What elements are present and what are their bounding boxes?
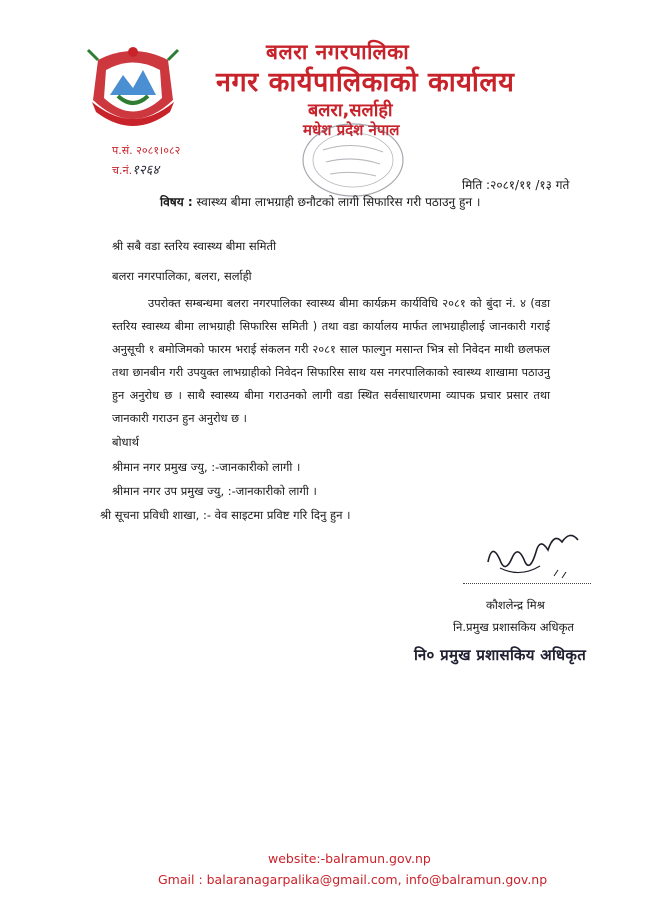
cc-heading: बोधार्थ — [112, 435, 139, 449]
nepal-emblem-logo — [78, 40, 188, 140]
signatory-name: कौशलेन्द्र मिश्र — [486, 598, 545, 612]
chalani-value: १२६४ — [132, 163, 160, 178]
letter-body-text: उपरोक्त सम्बन्धमा बलरा नगरपालिका स्वास्थ्य बीमा कार्यक्रम कार्यविधि २०८१ को बुंदा नं. ४ (वडा स्तरिय स्वास्थ्य बीमा लाभग्राही सिफारिस समिती ) तथा वडा कार्यालय मार्फत लाभग्राहीलाई जानकारी गराई अनुसूची १ बमोजिमको फारम भराई संकलन गरी २०८१ साल फाल्गुन मसान्त भित्र सो निवेदन माथी छलफल तथा छानबीन गरी उपयुक्त लाभग्राहीको निवेदन सिफारिस साथ यस नगरपालिकाको स्वास्थ्य शाखामा पठाउनु हुन अनुरोध छ । साथै स्वास्थ्य बीमा गराउनको लागी वडा स्थित सर्वसाधारणमा व्यापक प्रचार प्रसार तथा जानकारी गराउन हुन अनुरोध छ । — [112, 297, 550, 425]
chalani-label: च.नं. — [112, 164, 133, 177]
signatory-title: नि.प्रमुख प्रशासकिय अधिकृत — [453, 620, 574, 634]
recipient-line-2: बलरा नगरपालिका, बलरा, सर्लाही — [112, 269, 252, 283]
signature-line — [463, 583, 591, 584]
letter-body — [112, 292, 550, 430]
province-name: मधेश प्रदेश नेपाल — [303, 121, 400, 139]
subject-line — [160, 193, 480, 210]
subject-label: विषय : — [160, 195, 193, 209]
handwritten-signature — [470, 522, 590, 588]
office-name: नगर कार्यपालिकाको कार्यालय — [216, 67, 515, 98]
municipality-name: बलरा नगरपालिका — [266, 40, 410, 64]
signatory-stamp-title: नि० प्रमुख प्रशासकिय अधिकृत — [414, 646, 587, 664]
cc-item: श्रीमान नगर उप प्रमुख ज्यु, :-जानकारीको लागी । — [112, 484, 317, 498]
cc-item: श्री सूचना प्रविधी शाखा, :- वेव साइटमा प्रविष्ट गरि दिनु हुन । — [100, 508, 351, 522]
recipient-line-1: श्री सबै वडा स्तरिय स्वास्थ्य बीमा समिती — [112, 239, 277, 253]
patra-sankhya: प.सं. २०८१।०८२ — [112, 144, 181, 157]
cc-item: श्रीमान नगर प्रमुख ज्यु, :-जानकारीको लागी । — [112, 460, 301, 474]
footer-website: website:-balramun.gov.np — [268, 851, 431, 866]
letter-date: मिति :२०८१/११ /१३ गते — [462, 178, 570, 192]
office-seal-stamp — [298, 120, 408, 200]
chalani-number — [112, 160, 159, 178]
district-name: बलरा,सर्लाही — [308, 100, 393, 121]
subject-text: स्वास्थ्य बीमा लाभग्राही छनौटको लागी सिफारिस गरी पठाउनु हुन । — [196, 195, 481, 209]
footer-email: Gmail : balaranagarpalika@gmail.com, info@balramun.gov.np — [158, 872, 548, 887]
